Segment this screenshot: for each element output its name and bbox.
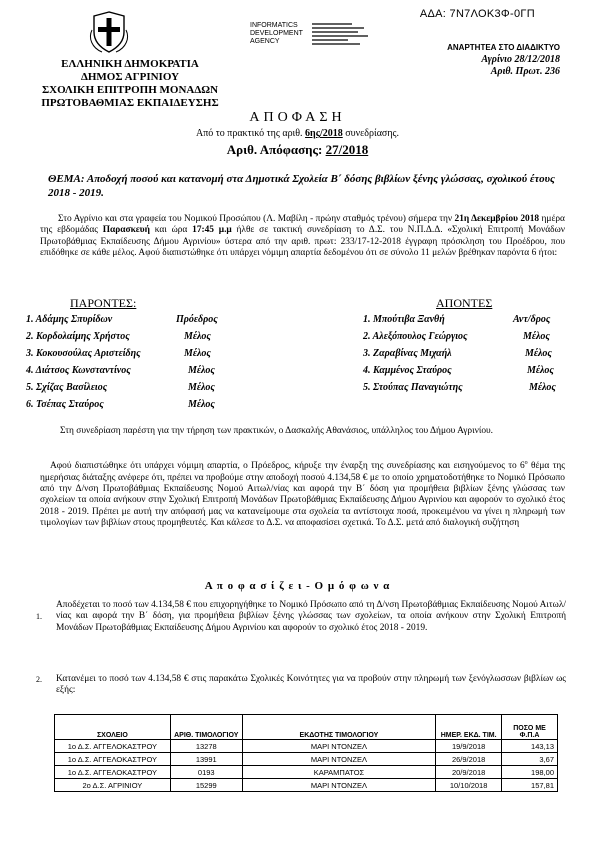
- member-role: Αντ/δρος: [513, 314, 551, 325]
- meeting-time: 17:45 μ.μ: [192, 225, 232, 236]
- cell-school: 1ο Δ.Σ. ΑΓΓΕΛΟΚΑΣΤΡΟΥ: [55, 753, 171, 766]
- cell-school: 1ο Δ.Σ. ΑΓΓΕΛΟΚΑΣΤΡΟΥ: [55, 740, 171, 753]
- cell-invoice-number: 0193: [170, 766, 242, 779]
- present-member: [26, 331, 236, 343]
- informatics-logo: [250, 22, 390, 50]
- decision-value: 27/2018: [325, 142, 369, 157]
- col-header-school: ΣΧΟΛΕΙΟ: [55, 715, 171, 740]
- cell-amount: 143,13: [502, 740, 558, 753]
- present-member: [26, 348, 236, 360]
- proposal-text: Αφού διαπιστώθηκε ότι υπάρχει νόμιμη απαρτία, ο Πρόεδρος, κήρυξε την έναρξη της συνεδρίασης και εισηγούμενος το 6: [50, 461, 525, 472]
- absent-member: [363, 314, 573, 326]
- cell-invoice-number: 15299: [170, 779, 242, 792]
- cell-school: 1ο Δ.Σ. ΑΓΓΕΛΟΚΑΣΤΡΟΥ: [55, 766, 171, 779]
- cell-amount: 157,81: [502, 779, 558, 792]
- member-name: 1. Αδάμης Σπυρίδων: [26, 314, 113, 325]
- cell-issuer: ΜΑΡΙ ΝΤΟΝΖΕΛ: [242, 779, 435, 792]
- page-title: ΑΠΟΦΑΣΗ: [249, 110, 346, 125]
- present-member: [26, 382, 236, 394]
- subtitle-text: Από το πρακτικό της αριθ.: [195, 128, 306, 139]
- posted-notice: ΑΝΑΡΤΗΤΕΑ ΣΤΟ ΔΙΑΔΙΚΤΥΟ: [447, 43, 560, 52]
- logo-fineprint-icon: [312, 22, 372, 48]
- table-header-row: [55, 715, 558, 740]
- org-line: ΔΗΜΟΣ ΑΓΡΙΝΙΟΥ: [80, 71, 180, 83]
- member-name: 2. Κορδολαίμης Χρήστος: [26, 331, 130, 342]
- decision-number: [0, 142, 595, 158]
- list-marker: 1.: [36, 612, 42, 621]
- list-marker: 2.: [36, 675, 42, 684]
- absent-member: [363, 331, 573, 343]
- cell-amount: 3,67: [502, 753, 558, 766]
- member-role: Μέλος: [529, 382, 556, 393]
- meeting-date: 21η Δεκεμβρίου 2018: [454, 214, 540, 224]
- absent-member: [363, 382, 573, 394]
- intro-paragraph: [40, 214, 565, 260]
- member-name: 3. Ζαραβίνας Μιχαήλ: [363, 348, 452, 359]
- ordinal-suffix: ο: [524, 460, 528, 466]
- member-name: 3. Κοκουσούλας Αριστείδης: [26, 348, 141, 359]
- cell-issuer: ΜΑΡΙ ΝΤΟΝΖΕΛ: [242, 740, 435, 753]
- cell-date: 19/9/2018: [436, 740, 502, 753]
- cell-date: 10/10/2018: [436, 779, 502, 792]
- member-name: 5. Σχίζας Βασίλειος: [26, 382, 108, 393]
- absent-member: [363, 348, 573, 360]
- document-date: Αγρίνιο 28/12/2018: [481, 54, 560, 65]
- right-header: [400, 42, 560, 78]
- intro-text: ήλθε σε τακτική συνεδρίαση το Δ.Σ. του Ν.Π.Δ.Δ. «Σχολική Επιτροπή Μονάδων Πρωτοβάθμιας Εκπαίδευσης Δήμου Αγρινίου» ύστερα από την αριθ. πρωτ: 233/17-12-2018 έγγραφη πρόσκληση του Προέδρου, που επιδόθηκε σε κάθε μέλος. Αφού διαπιστώθηκε ότι υπάρχει νόμιμη απαρτία δεδομένου ότι σε σύνολο 11 μελών βρέθηκαν παρόντα 6 ήτοι:: [40, 225, 565, 259]
- table-row: [55, 740, 558, 753]
- member-name: 1. Μπούτιβα Ξανθή: [363, 314, 445, 325]
- member-role: Μέλος: [525, 348, 552, 359]
- meeting-day: Παρασκευή: [102, 225, 150, 236]
- col-header-issuer: ΕΚΔΟΤΗΣ ΤΙΜΟΛΟΓΙΟΥ: [242, 715, 435, 740]
- org-line: ΠΡΩΤΟΒΑΘΜΙΑΣ ΕΚΠΑΙΔΕΥΣΗΣ: [41, 97, 219, 109]
- member-role: Μέλος: [184, 331, 211, 342]
- decision-item-2: Κατανέμει το ποσό των 4.134,58 € στις παρακάτω Σχολικές Κοινότητες για να προβούν στην πληρωμή των ξενόγλωσσων βιβλίων ως εξής:: [56, 674, 566, 696]
- protocol-number: Αριθ. Πρωτ. 236: [490, 66, 560, 77]
- cell-invoice-number: 13278: [170, 740, 242, 753]
- member-name: 2. Αλεξόπουλος Γεώργιος: [363, 331, 468, 342]
- logo-line: DEVELOPMENT: [250, 30, 303, 37]
- minutes-keeper-paragraph: Στη συνεδρίαση παρέστη για την τήρηση των πρακτικών, ο Δασκαλής Αθανάσιος, υπάλληλος του Δήμου Αγρινίου.: [60, 426, 494, 436]
- org-line: ΣΧΟΛΙΚΗ ΕΠΙΤΡΟΠΗ ΜΟΝΑΔΩΝ: [41, 84, 219, 96]
- table-row: [55, 753, 558, 766]
- session-number: 6ης/2018: [305, 128, 343, 139]
- present-heading: ΠΑΡΟΝΤΕΣ:: [70, 296, 137, 310]
- member-role: Μέλος: [184, 348, 211, 359]
- member-role: Μέλος: [188, 382, 215, 393]
- absent-heading: ΑΠΟΝΤΕΣ: [436, 296, 493, 310]
- intro-text: ημέρα της εβδομάδας: [40, 214, 565, 236]
- col-header-invoice-number: ΑΡΙΘ. ΤΙΜΟΛΟΓΙΟΥ: [170, 715, 242, 740]
- member-name: 4. Καμμένος Σταύρος: [363, 365, 452, 376]
- absent-member: [363, 365, 573, 377]
- present-member: [26, 314, 236, 326]
- proposal-paragraph: [40, 458, 565, 530]
- member-role: Μέλος: [523, 331, 550, 342]
- proposal-text: θέμα της ημερήσιας διάταξης ανέφερε ότι, πρέπει να προβούμε στην αποδοχή ποσού 4.134,58 € με το οποίο χρηματοδοτήθηκε το Νομικό Πρόσωπο από την Δ/νση Πρωτοβάθμιας Εκπαίδευσης Νομού Αιτωλ/νίας και αφορά την Β΄ δόση για προμήθεια βιβλίων ξένης γλώσσας των σχολείων τα οποία ανήκουν στην Σχολική Επιτροπή Μονάδων Πρωτοβάθμιας Εκπαίδευσης Δήμου Αγρινίου και αφορούν το σχολικό έτος 2018 - 2019. Πρέπει με αυτή την απόφασή μας να κατανείμουμε στα σχολεία τα αντίστοιχα ποσά, προκειμένου να γίνει η πληρωμή των τιμολογίων των βιβλίων στους προμηθευτές. Και κάλεσε το Δ.Σ. να αποφασίσει σχετικά. Το Δ.Σ. μετά από διαλογική συζήτηση: [40, 461, 565, 529]
- member-role: Πρόεδρος: [176, 314, 218, 325]
- member-name: 6. Τσέπας Σταύρος: [26, 399, 104, 410]
- greek-emblem-icon: [88, 10, 130, 54]
- allocation-table: [54, 714, 558, 792]
- cell-issuer: ΜΑΡΙ ΝΤΟΝΖΕΛ: [242, 753, 435, 766]
- logo-line: INFORMATICS: [250, 22, 298, 29]
- cell-date: 26/9/2018: [436, 753, 502, 766]
- member-role: Μέλος: [188, 365, 215, 376]
- cell-date: 20/9/2018: [436, 766, 502, 779]
- intro-text: Στο Αγρίνιο και στα γραφεία του Νομικού Προσώπου (Λ. Μαβίλη - πρώην σταθμός τρένου) σήμερα την: [58, 214, 455, 224]
- logo-line: AGENCY: [250, 38, 280, 45]
- member-name: 5. Στούπας Παναγιώτης: [363, 382, 463, 393]
- present-member: [26, 365, 236, 377]
- cell-amount: 198,00: [502, 766, 558, 779]
- intro-text: και ώρα: [149, 225, 193, 236]
- subject: ΘΕΜΑ: Αποδοχή ποσού και κατανομή στα Δημοτικά Σχολεία Β΄ δόσης βιβλίων ξένης γλώσσας, σχολικού έτους 2018 - 2019.: [48, 173, 555, 199]
- decides-heading: Α π ο φ α σ ί ζ ε ι - Ο μ ό φ ω ν α: [204, 580, 391, 592]
- col-header-date: ΗΜΕΡ. ΕΚΔ. ΤΙΜ.: [436, 715, 502, 740]
- ada-code: ΑΔΑ: 7Ν7ΛΟΚ3Φ-0ΓΠ: [419, 8, 535, 20]
- subtitle-text: συνεδρίασης.: [342, 128, 400, 139]
- table-row: [55, 779, 558, 792]
- cell-issuer: ΚΑΡΑΜΠΑΤΟΣ: [242, 766, 435, 779]
- cell-school: 2ο Δ.Σ. ΑΓΡΙΝΙΟΥ: [55, 779, 171, 792]
- decision-item-1: Αποδέχεται το ποσό των 4.134,58 € που επιχορηγήθηκε το Νομικό Πρόσωπο από τη Δ/νση Πρωτοβάθμιας Εκπαίδευσης Νομού Αιτωλ/νίας και αφορά την Β΄ δόση, για προμήθεια βιβλίων ξένης γλώσσας των σχολείων, τα οποία ανήκουν στην Σχολική Επιτροπή Μονάδων Πρωτοβάθμιας Εκπαίδευσης Δήμου Αγρινίου και αφορούν το σχολικό έτος 2018 - 2019.: [56, 600, 566, 633]
- member-role: Μέλος: [188, 399, 215, 410]
- organization-header: [40, 58, 220, 110]
- col-header-amount: ΠΟΣΟ ΜΕ Φ.Π.Α: [502, 715, 558, 740]
- org-line: ΕΛΛΗΝΙΚΗ ΔΗΜΟΚΡΑΤΙΑ: [61, 58, 199, 70]
- decision-label: Αριθ. Απόφασης:: [226, 142, 326, 157]
- member-name: 4. Διάτσος Κωνσταντίνος: [26, 365, 131, 376]
- member-role: Μέλος: [527, 365, 554, 376]
- present-member: [26, 399, 236, 411]
- session-subtitle: [0, 128, 595, 139]
- cell-invoice-number: 13991: [170, 753, 242, 766]
- table-row: [55, 766, 558, 779]
